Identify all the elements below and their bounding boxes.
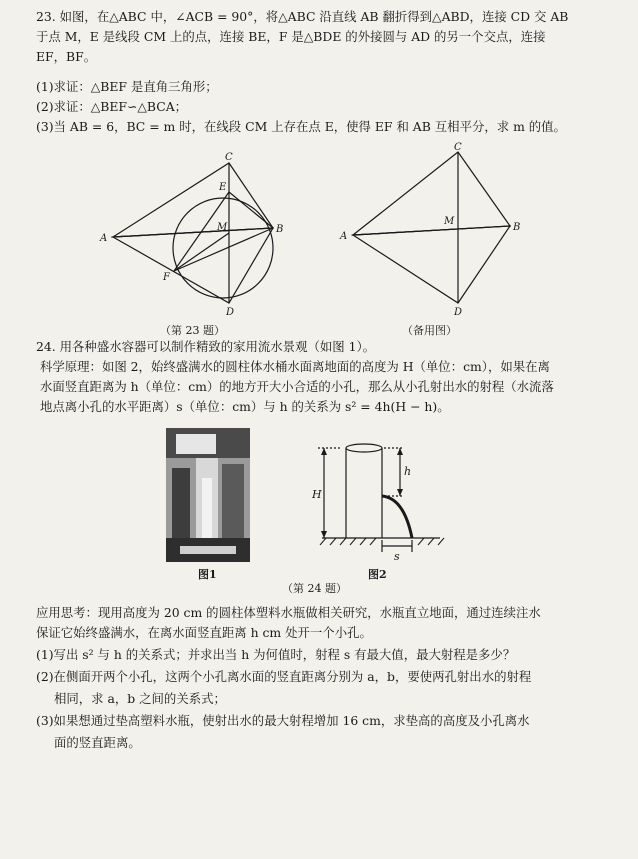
q24-app-2: 保证它始终盛满水，在离水面竖直距离 h cm 处开一个小孔。	[36, 625, 372, 640]
arrowheads	[321, 448, 403, 538]
label-H: H	[312, 488, 322, 501]
q24-part-1: (1)写出 s² 与 h 的关系式；并求出当 h 为何值时，射程 s 有最大值，最大射程是多少？	[36, 647, 516, 662]
spare-label-b: B	[513, 222, 521, 233]
q23-line-3: EF，BF。	[36, 49, 97, 64]
spare-label-d: D	[454, 307, 463, 318]
spare-label-m: M	[444, 216, 455, 227]
q23-triangle-abc	[113, 163, 273, 237]
q24-app-1: 应用思考：现用高度为 20 cm 的圆柱体塑料水瓶做相关研究，水瓶直立地面，通过连续注水	[36, 605, 541, 620]
q23-figure	[95, 140, 295, 320]
label-s: s	[394, 550, 400, 563]
spare-label-a: A	[340, 231, 348, 242]
q23-triangle-abd	[113, 228, 273, 303]
q23-label-c: C	[225, 152, 233, 163]
q23-label-d: D	[226, 307, 235, 318]
q23-label-b: B	[276, 224, 284, 235]
spare-triangle-abc	[353, 152, 510, 235]
label-h: h	[404, 465, 412, 478]
q24-part-2a: (2)在侧面开两个小孔，这两个小孔离水面的竖直距离分别为 a，b，要使两孔射出水的射程	[36, 669, 532, 684]
q24-line-4: 地点离小孔的水平距离）s（单位：cm）与 h 的关系为 s² = 4h(H − h)。	[40, 399, 450, 414]
cylinder-top	[346, 444, 382, 452]
q23-spare-caption: （备用图）	[402, 324, 457, 337]
q24-line-2: 科学原理：如图 2，始终盛满水的圆柱体水桶水面离地面的高度为 H（单位：cm），如果在离	[40, 359, 550, 374]
water-jet	[382, 496, 412, 538]
spare-line-ab	[353, 226, 510, 235]
q23-spare-figure	[338, 140, 528, 320]
spare-triangle-abd	[353, 226, 510, 303]
q23-line-ab	[113, 228, 273, 237]
q23-part-3: (3)当 AB = 6，BC = m 时，在线段 CM 上存在点 E，使得 EF 和 AB 互相平分，求 m 的值。	[36, 119, 566, 134]
q24-part-3b: 面的竖直距离。	[54, 735, 141, 750]
q23-line-1: 23. 如图，在△ABC 中，∠ACB = 90°，将△ABC 沿直线 AB 翻折得到△ABD，连接 CD 交 AB	[36, 9, 569, 24]
q24-line-1: 24. 用各种盛水容器可以制作精致的家用流水景观（如图 1）。	[36, 339, 376, 354]
q24-part-2b: 相同，求 a，b 之间的关系式；	[54, 691, 226, 706]
fig2-label: 图2	[368, 568, 387, 581]
q23-line-2: 于点 M，E 是线段 CM 上的点，连接 BE，F 是△BDE 的外接圆与 AD 的另一个交点，连接	[36, 29, 546, 44]
water-feature-photo	[166, 428, 250, 562]
spare-label-c: C	[454, 142, 462, 153]
q23-label-a: A	[100, 233, 108, 244]
q23-label-m: M	[217, 222, 228, 233]
q24-figure-caption: （第 24 题）	[282, 582, 347, 595]
q23-line-be	[229, 192, 273, 228]
q23-figure-caption: （第 23 题）	[160, 324, 225, 337]
q23-part-1: (1)求证：△BEF 是直角三角形；	[36, 79, 218, 94]
fig1-label: 图1	[198, 568, 217, 581]
q24-part-3a: (3)如果想通过垫高塑料水瓶，使射出水的最大射程增加 16 cm，求垫高的高度及小孔离水	[36, 713, 530, 728]
cylinder-diagram	[312, 438, 452, 570]
q23-part-2: (2)求证：△BEF∽△BCA；	[36, 99, 188, 114]
q23-label-f: F	[163, 272, 170, 283]
q23-label-e: E	[219, 182, 227, 193]
q24-line-3: 水面竖直距离为 h（单位：cm）的地方开大小合适的小孔，那么从小孔射出水的射程（水流落	[40, 379, 554, 394]
q23-line-mf	[174, 233, 229, 271]
q23-circumcircle	[173, 198, 273, 298]
